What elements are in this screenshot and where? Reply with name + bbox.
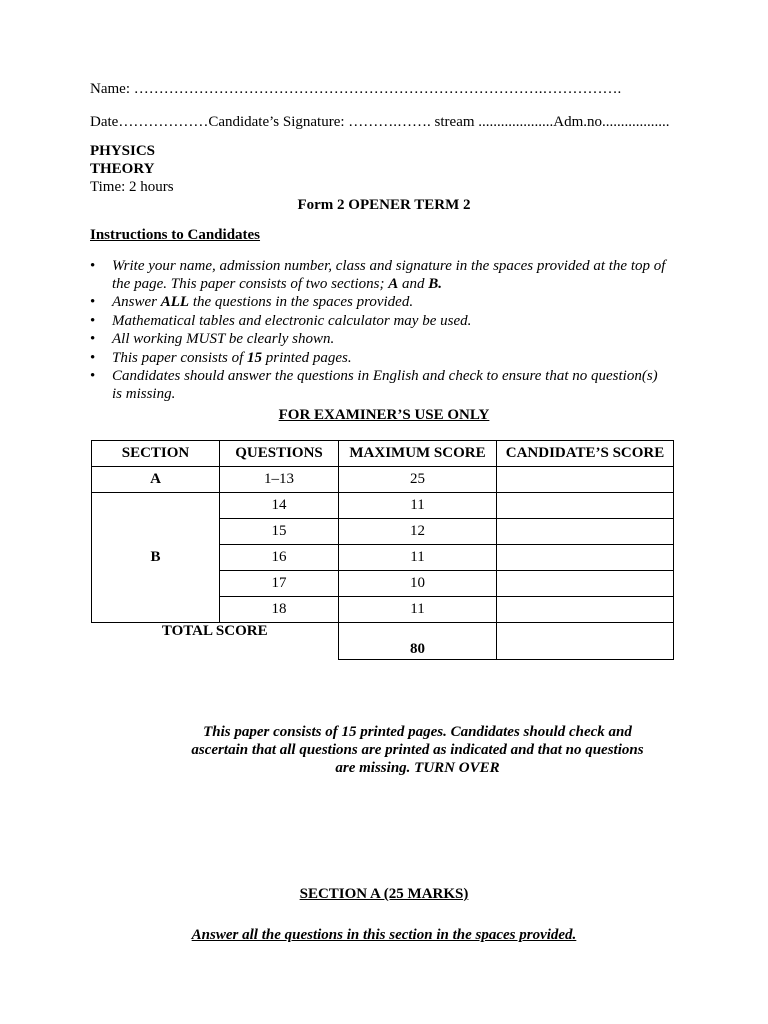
- candidate-score-cell[interactable]: [497, 545, 674, 571]
- exam-duration: Time: 2 hours: [90, 179, 174, 195]
- instruction-item: • Mathematical tables and electronic calculator may be used.: [90, 313, 670, 331]
- header-questions: QUESTIONS: [220, 441, 339, 467]
- page-count-notice: This paper consists of 15 printed pages. Candidates should check and ascertain that all questions are printed as indicated and that no questions are missing. TURN OVER: [191, 724, 644, 776]
- table-row: [92, 493, 674, 519]
- examiner-heading: FOR EXAMINER’S USE ONLY: [278, 407, 490, 423]
- question-cell: 14: [220, 493, 339, 519]
- table-row: [92, 467, 674, 493]
- header-candidate-score: CANDIDATE’S SCORE: [497, 441, 674, 467]
- section-a-instruction: Answer all the questions in this section in the spaces provided.: [191, 927, 577, 943]
- exam-title: Form 2 OPENER TERM 2: [297, 197, 471, 213]
- total-row: [92, 623, 674, 660]
- total-score-value: 80: [339, 623, 497, 660]
- candidate-score-cell[interactable]: [497, 467, 674, 493]
- candidate-score-cell[interactable]: [497, 519, 674, 545]
- max-score-cell: 10: [339, 571, 497, 597]
- subject-title: PHYSICS: [90, 143, 156, 159]
- instruction-item: • This paper consists of 15 printed pages.: [90, 350, 670, 368]
- table-header-row: [92, 441, 674, 467]
- candidate-score-cell[interactable]: [497, 597, 674, 623]
- candidate-score-cell[interactable]: [497, 493, 674, 519]
- date-signature-line: Date………………Candidate’s Signature: ……….……. stream ....................Adm.no..................: [90, 114, 670, 130]
- max-score-cell: 11: [339, 597, 497, 623]
- max-score-cell: 12: [339, 519, 497, 545]
- candidate-score-cell[interactable]: [497, 571, 674, 597]
- instruction-item: • Candidates should answer the questions in English and check to ensure that no question(s) is missing.: [90, 368, 670, 403]
- max-score-cell: 11: [339, 493, 497, 519]
- max-score-cell: 25: [339, 467, 497, 493]
- section-a-heading: SECTION A (25 MARKS): [299, 886, 469, 902]
- question-cell: 16: [220, 545, 339, 571]
- total-score-label: TOTAL SCORE: [92, 623, 339, 660]
- question-cell: 17: [220, 571, 339, 597]
- section-b-cell: B: [92, 493, 220, 623]
- instructions-heading: Instructions to Candidates: [90, 227, 261, 243]
- instruction-item: • Answer ALL the questions in the spaces provided.: [90, 294, 670, 312]
- paper-title: THEORY: [90, 161, 155, 177]
- header-max-score: MAXIMUM SCORE: [339, 441, 497, 467]
- header-section: SECTION: [92, 441, 220, 467]
- name-line: Name: ……………………………………………………………………….…………….: [90, 81, 622, 97]
- question-cell: 15: [220, 519, 339, 545]
- question-cell: 18: [220, 597, 339, 623]
- instructions-list: [90, 258, 670, 404]
- score-table: [91, 440, 674, 660]
- instruction-item: • Write your name, admission number, class and signature in the spaces provided at the top of the page. This paper consists of two sections; A and B.: [90, 258, 670, 293]
- section-a-cell: A: [92, 467, 220, 493]
- total-candidate-score-cell[interactable]: [497, 623, 674, 660]
- instruction-item: • All working MUST be clearly shown.: [90, 331, 670, 349]
- question-cell: 1–13: [220, 467, 339, 493]
- max-score-cell: 11: [339, 545, 497, 571]
